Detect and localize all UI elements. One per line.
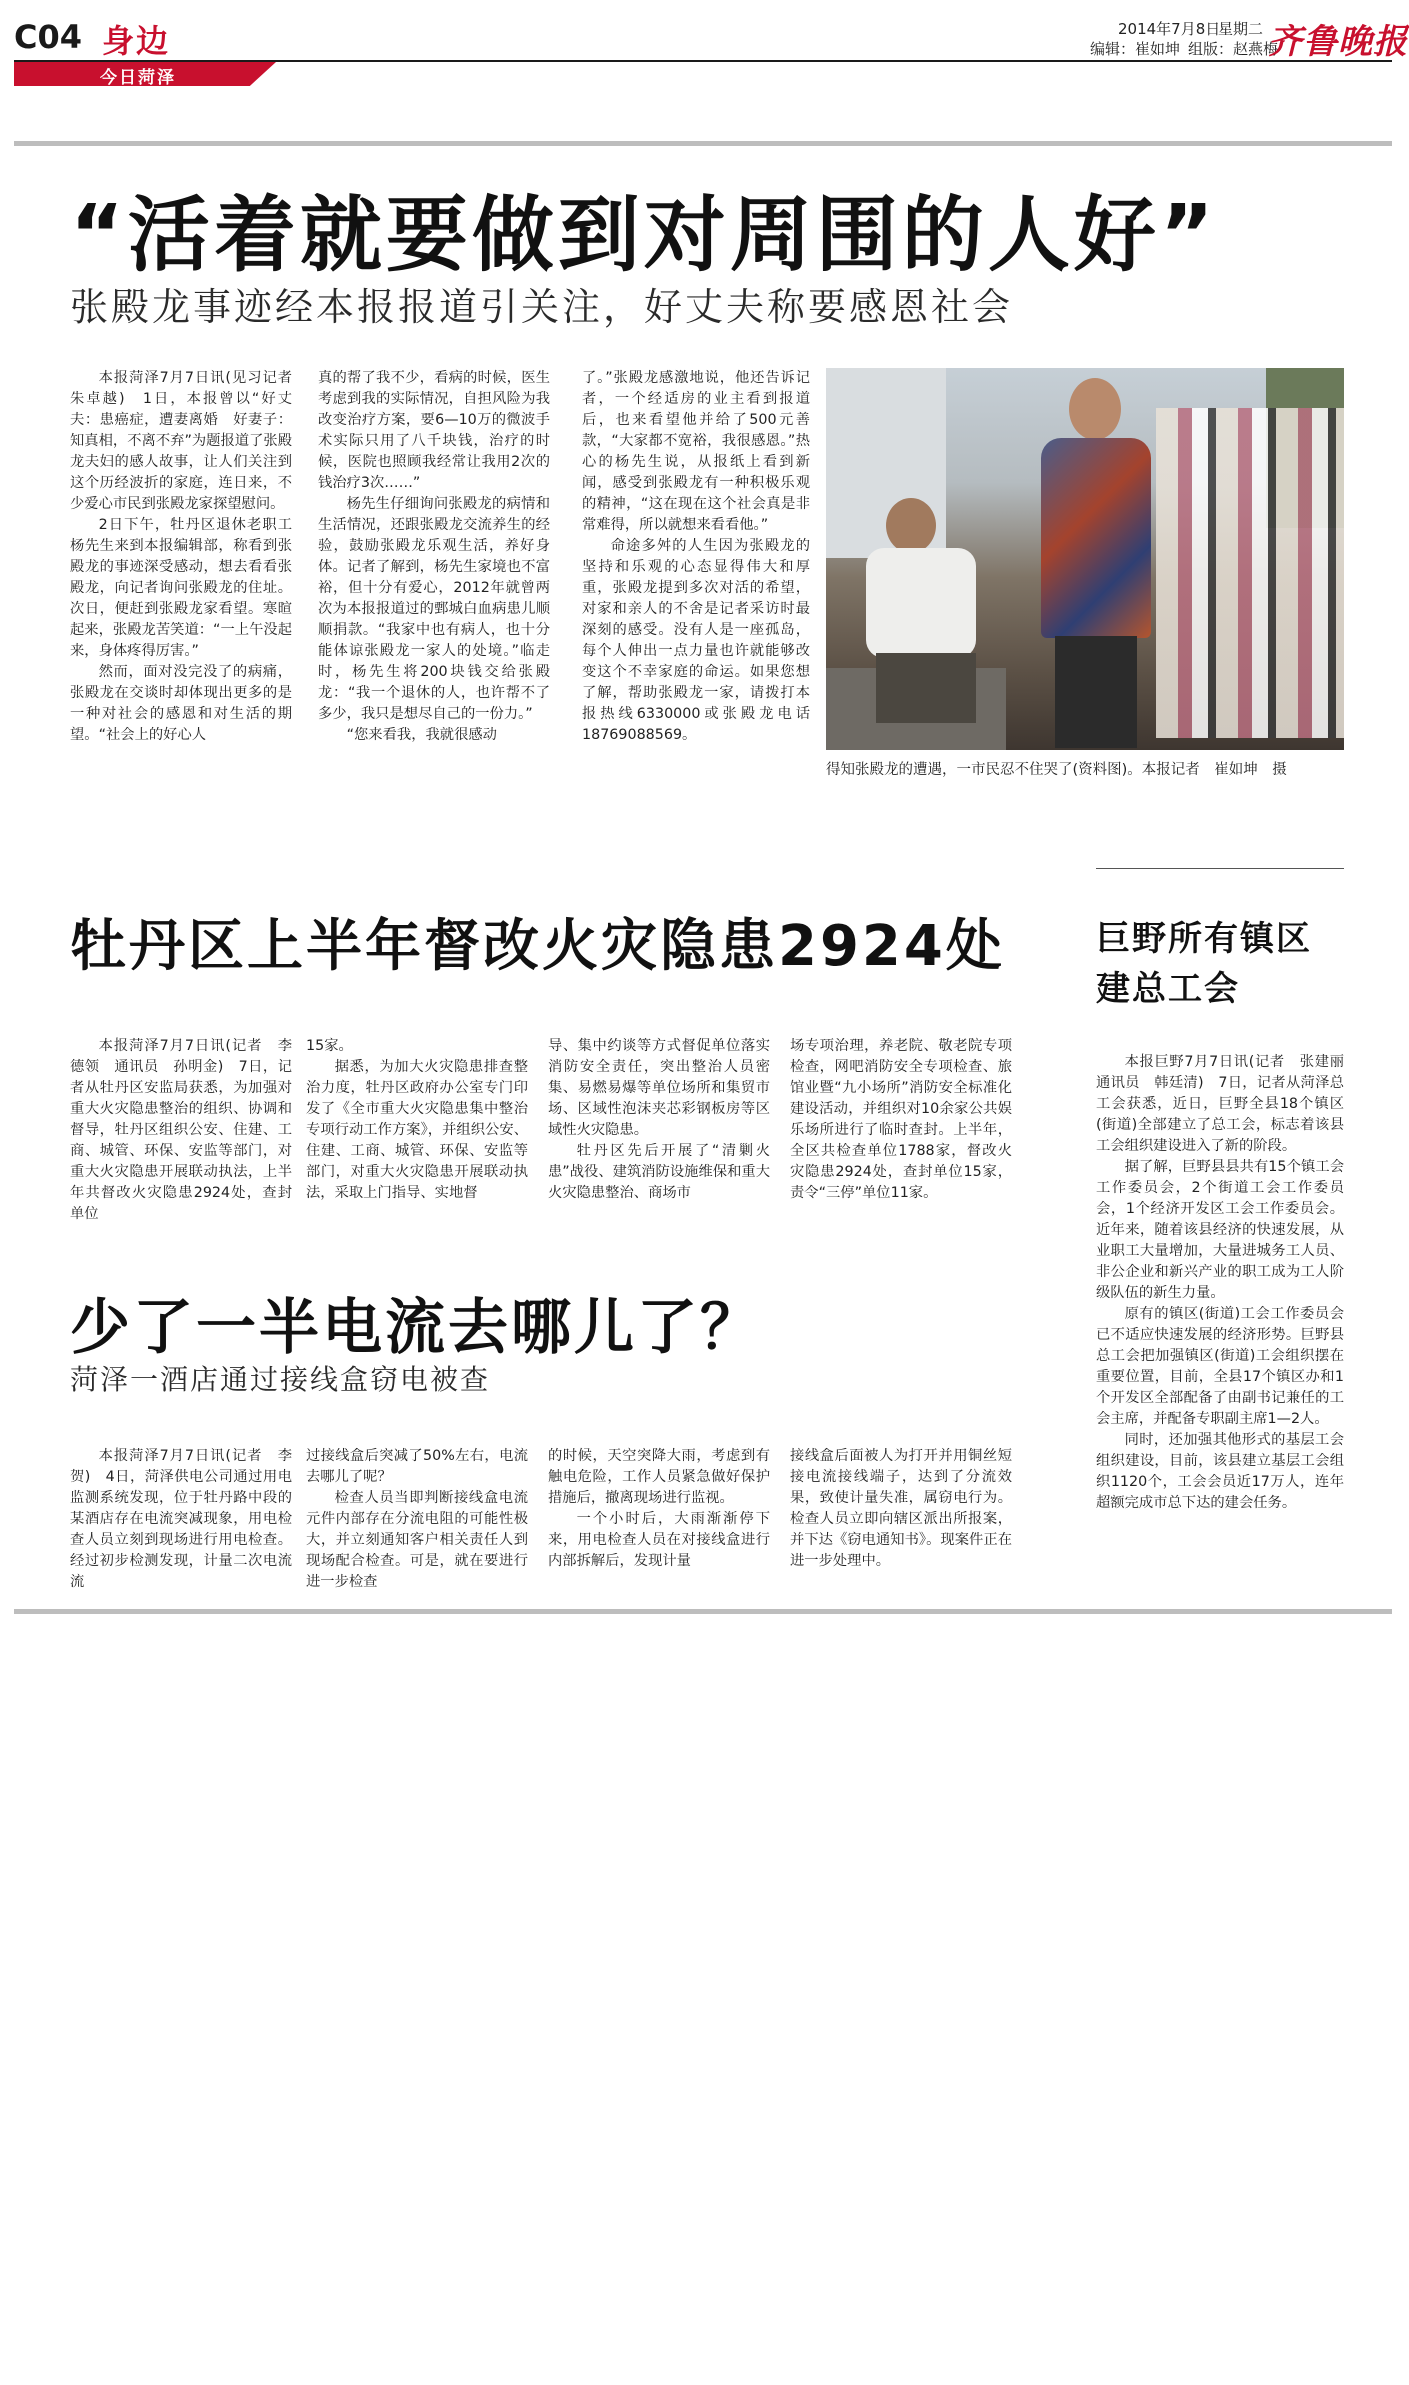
news-photo bbox=[826, 368, 1344, 750]
section-name: 身边 bbox=[102, 22, 171, 60]
top-divider bbox=[14, 141, 1392, 146]
layout-credit: 组版：赵燕梅 bbox=[1188, 40, 1279, 58]
photo-crying-woman bbox=[1041, 378, 1151, 748]
article1-paragraph: 了。”张殿龙感激地说，他还告诉记者，一个经适房的业主看到报道后，也来看望他并给了500元善款，“大家都不宽裕，我很感恩。”热心的杨先生说，从报纸上看到新闻，感受到张殿龙有一种积极乐观的精神，“这在现在这个社会真是非常难得，所以就想来看看他。” bbox=[582, 370, 810, 533]
article2-headline: 牡丹区上半年督改火灾隐患2924处 bbox=[70, 914, 1005, 979]
article2-paragraph: 场专项治理，养老院、敬老院专项检查，网吧消防安全专项检查、旅馆业暨“九小场所”消防安全标准化建设活动，并组织对10余家公共娱乐场所进行了临时查封。上半年，全区共检查单位1788家，督改火灾隐患2924处，查封单位15家，责令“三停”单位11家。 bbox=[790, 1038, 1012, 1201]
article3-paragraph: 接线盒后面被人为打开并用铜丝短接电流接线端子，达到了分流效果，致使计量失准，属窃电行为。检查人员立即向辖区派出所报案，并下达《窃电通知书》。现案件正在进一步处理中。 bbox=[790, 1448, 1012, 1569]
bottom-divider bbox=[14, 1609, 1392, 1614]
header-rule bbox=[14, 60, 1392, 62]
sidebar-rule bbox=[1096, 868, 1344, 869]
article4-headline: 巨野所有镇区建总工会 bbox=[1096, 919, 1312, 1009]
page-number: C04 bbox=[14, 18, 83, 56]
article4-paragraph: 据了解，巨野县县共有15个镇工会工作委员会，2个街道工会工作委员会，1个经济开发区工会工作委员会。近年来，随着该县经济的快速发展，从业职工大量增加，大量进城务工人员、非公企业和新兴产业的职工成为工人阶级队伍的新生力量。 bbox=[1096, 1159, 1344, 1301]
article2-column-2 bbox=[306, 1036, 528, 1204]
article2-column-4 bbox=[790, 1036, 1012, 1204]
article1-column-1 bbox=[70, 368, 307, 746]
issue-date: 2014年7月8日 bbox=[1118, 20, 1221, 38]
article2-paragraph: 牡丹区先后开展了“清剿火患”战役、建筑消防设施维保和重大火灾隐患整治、商场市 bbox=[548, 1143, 770, 1201]
article1-paragraph: 然而，面对没完没了的病痛，张殿龙在交谈时却体现出更多的是一种对社会的感恩和对生活的期望。“社会上的好心人 bbox=[70, 664, 292, 743]
article3-column-2 bbox=[306, 1446, 528, 1593]
article2-paragraph: 15家。 bbox=[306, 1038, 353, 1054]
article4-paragraph: 原有的镇区(街道)工会工作委员会已不适应快速发展的经济形势。巨野县总工会把加强镇区(街道)工会组织摆在重要位置，目前，全县17个镇区办和1个开发区全部配备了由副书记兼任的工会主席，并配备专职副主席1—2人。 bbox=[1096, 1306, 1344, 1427]
photo-caption: 得知张殿龙的遭遇，一市民忍不住哭了(资料图)。本报记者 崔如坤 摄 bbox=[826, 762, 1287, 778]
article3-paragraph: 过接线盒后突减了50%左右，电流去哪儿了呢？ bbox=[306, 1448, 528, 1485]
article3-column-4 bbox=[790, 1446, 1012, 1572]
article3-column-1 bbox=[70, 1446, 292, 1593]
article3-subhead: 菏泽一酒店通过接线盒窃电被查 bbox=[70, 1363, 491, 1396]
article1-paragraph: 2日下午，牡丹区退休老职工杨先生来到本报编辑部，称看到张殿龙的事迹深受感动，想去看看张殿龙，向记者询问张殿龙的住址。次日，便赶到张殿龙家看望。寒暄起来，张殿龙苦笑道：“一上午没起来，身体疼得厉害。” bbox=[70, 517, 292, 659]
article2-column-3 bbox=[548, 1036, 770, 1204]
article1-paragraph: “您来看我，我就很感动 bbox=[346, 727, 497, 743]
article1-column-3 bbox=[582, 368, 810, 746]
masthead-logo: 齐鲁晚报 bbox=[1268, 22, 1408, 62]
article3-headline: 少了一半电流去哪儿了？ bbox=[70, 1293, 763, 1363]
article1-paragraph: 命途多舛的人生因为张殿龙的坚持和乐观的心态显得伟大和厚重，张殿龙提到多次对活的希望，对家和亲人的不舍是记者采访时最深刻的感受。没有人是一座孤岛，每个人伸出一点力量也许就能够改变这个不幸家庭的命运。如果您想了解，帮助张殿龙一家，请拨打本报热线6330000或张殿龙电话18769088569。 bbox=[582, 538, 810, 743]
issue-weekday: 星期二 bbox=[1218, 20, 1264, 38]
article4-body bbox=[1096, 1052, 1359, 1514]
article1-paragraph: 本报菏泽7月7日讯(见习记者 朱卓越) 1日，本报曾以“好丈夫：患癌症，遭妻离婚 好妻子：知真相，不离不弃”为题报道了张殿龙夫妇的感人故事，让人们关注到这个历经波折的家庭，连日来，不少爱心市民到张殿龙家探望慰问。 bbox=[70, 370, 307, 512]
editor-credit: 编辑：崔如坤 bbox=[1090, 40, 1181, 58]
article3-paragraph: 一个小时后，大雨渐渐停下来，用电检查人员在对接线盒进行内部拆解后，发现计量 bbox=[548, 1511, 770, 1569]
article3-paragraph: 的时候，天空突降大雨，考虑到有触电危险，工作人员紧急做好保护措施后，撤离现场进行监视。 bbox=[548, 1448, 770, 1506]
article2-column-1 bbox=[70, 1036, 292, 1225]
article1-paragraph: 真的帮了我不少，看病的时候，医生考虑到我的实际情况，自担风险为我改变治疗方案，要6—10万的微波手术实际只用了八千块钱，治疗的时候，医院也照顾我经常让我用2次的钱治疗3次……” bbox=[318, 370, 550, 491]
article2-paragraph: 据悉，为加大火灾隐患排查整治力度，牡丹区政府办公室专门印发了《全市重大火灾隐患集中整治专项行动工作方案》，并组织公安、住建、工商、城管、环保、安监等部门，对重大火灾隐患开展联动执法，采取上门指导、实地督 bbox=[306, 1059, 528, 1201]
article1-paragraph: 杨先生仔细询问张殿龙的病情和生活情况，还跟张殿龙交流养生的经验，鼓励张殿龙乐观生活，养好身体。记者了解到，杨先生家境也不富裕，但十分有爱心，2012年就曾两次为本报报道过的鄄城白血病患儿顺顺捐款。“我家中也有病人，也十分能体谅张殿龙一家人的处境。”临走时，杨先生将200块钱交给张殿龙：“我一个退休的人，也许帮不了多少，我只是想尽自己的一份力。” bbox=[318, 496, 550, 722]
article1-subhead: 张殿龙事迹经本报报道引关注，好丈夫称要感恩社会 bbox=[70, 285, 1014, 329]
article4-paragraph: 本报巨野7月7日讯(记者 张建丽 通讯员 韩廷清) 7日，记者从菏泽总工会获悉，近日，巨野全县18个镇区(街道)全部建立了总工会，标志着该县工会组织建设进入了新的阶段。 bbox=[1096, 1054, 1359, 1154]
sub-section-name: 今日菏泽 bbox=[100, 68, 176, 88]
article3-column-3 bbox=[548, 1446, 770, 1572]
photo-crowd bbox=[1156, 408, 1344, 738]
article3-paragraph: 检查人员当即判断接线盒电流元件内部存在分流电阻的可能性极大，并立刻通知客户相关责任人到现场配合检查。可是，就在要进行进一步检查 bbox=[306, 1490, 528, 1590]
photo-seated-man bbox=[866, 498, 986, 728]
article2-paragraph: 本报菏泽7月7日讯(记者 李德领 通讯员 孙明金) 7日，记者从牡丹区安监局获悉，为加强对重大火灾隐患整治的组织、协调和督导，牡丹区组织公安、住建、工商、城管、环保、安监等部门，对重大火灾隐患开展联动执法，上半年共督改火灾隐患2924处，查封单位 bbox=[70, 1038, 292, 1222]
article3-paragraph: 本报菏泽7月7日讯(记者 李贺) 4日，菏泽供电公司通过用电监测系统发现，位于牡丹路中段的某酒店存在电流突减现象，用电检查人员立刻到现场进行用电检查。经过初步检测发现，计量二次电流流 bbox=[70, 1448, 292, 1590]
article1-headline: “活着就要做到对周围的人好” bbox=[70, 188, 1218, 283]
article4-paragraph: 同时，还加强其他形式的基层工会组织建设，目前，该县建立基层工会组织1120个，工会会员近17万人，连年超额完成市总下达的建会任务。 bbox=[1096, 1432, 1344, 1511]
article2-paragraph: 导、集中约谈等方式督促单位落实消防安全责任，突出整治人员密集、易燃易爆等单位场所和集贸市场、区域性泡沫夹芯彩钢板房等区域性火灾隐患。 bbox=[548, 1038, 770, 1138]
article1-column-2 bbox=[318, 368, 550, 746]
